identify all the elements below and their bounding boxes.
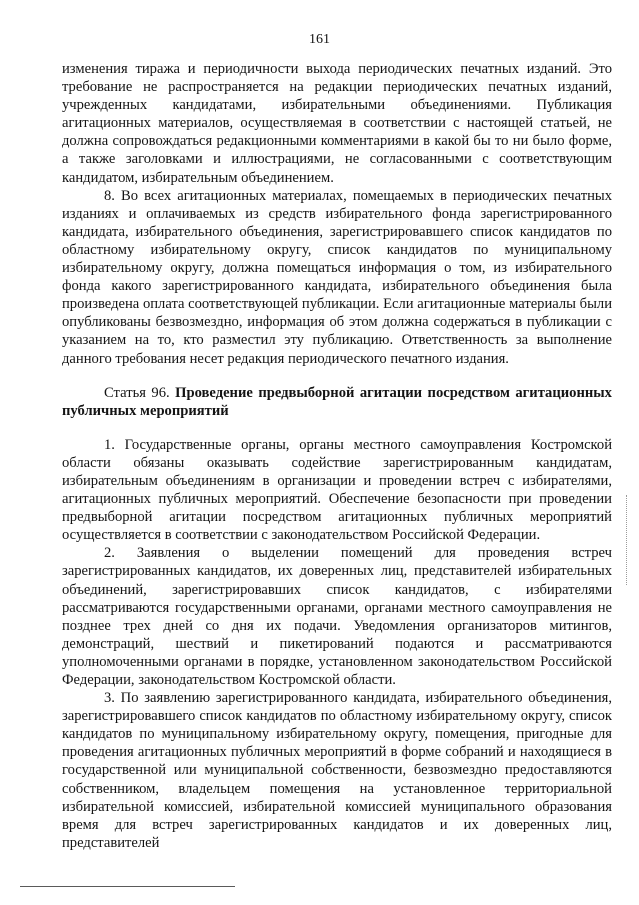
paragraph-1: 1. Государственные органы, органы местного самоуправления Костромской области обязаны оказывать содействие зарегистрированным кандидатам, избирательным объединениям в организации и проведении встреч с избирателями, агитационных публичных мероприятий. Обеспечение безопасности при проведении предвыборной агитации посредством агитационных публичных мероприятий осуществляется в соответствии с законодательством Российской Федерации. <box>62 436 612 544</box>
article-label: Статья 96. <box>104 384 170 401</box>
paragraph-continuation: изменения тиража и периодичности выхода периодических печатных изданий. Это требование не распространяется на редакции периодических печатных изданий, учрежденных кандидатами, избирательными объединениями. Публикация агитационных материалов, осуществляемая в соответствии с настоящей статьей, не должна сопровождаться редакционными комментариями в какой бы то ни было форме, а также заголовками и иллюстрациями, не согласованными с соответствующим кандидатом, избирательным объединением. <box>62 61 612 186</box>
footnote-divider <box>20 886 235 887</box>
paragraph-2: 2. Заявления о выделении помещений для проведения встреч зарегистрированных кандидатов, их доверенных лиц, представителей избирательных объединений, зарегистрировавших список кандидатов, с избирателями рассматриваются государственными органами, органами местного самоуправления не позднее трех дней со дня их подачи. Уведомления организаторов митингов, демонстраций, шествий и пикетирований подаются и рассматриваются уполномоченными органами в порядке, установленном законодательством Российской Федерации, законодательством Костромской области. <box>62 545 612 688</box>
scan-edge-marks <box>626 495 630 585</box>
page-number: 161 <box>309 32 330 47</box>
document-body <box>62 60 612 852</box>
article-title: Проведение предвыборной агитации посредством агитационных публичных мероприятий <box>62 384 612 419</box>
article-heading <box>62 384 612 420</box>
paragraph-3: 3. По заявлению зарегистрированного кандидата, избирательного объединения, зарегистрировавшего список кандидатов по областному избирательному округу, список кандидатов по муниципальному избирательному округу, помещения, пригодные для проведения агитационных публичных мероприятий в форме собраний и находящиеся в государственной или муниципальной собственности, безвозмездно предоставляются собственником, владельцем помещения на установленное территориальной избирательной комиссией, избирательной комиссией муниципального образования время для встреч зарегистрированных кандидатов и их доверенных лиц, представителей <box>62 690 612 851</box>
paragraph-8: 8. Во всех агитационных материалах, помещаемых в периодических печатных изданиях и оплачиваемых из средств избирательного фонда зарегистрированного кандидата, избирательного объединения, зарегистрировавшего список кандидатов по областному избирательному округу, список кандидатов по муниципальному избирательному округу, должна помещаться информация о том, из избирательного фонда какого зарегистрированного кандидата, избирательного объединения была произведена оплата соответствующей публикации. Если агитационные материалы были опубликованы безвозмездно, информация об этом должна содержаться в публикации с указанием на то, кто разместил эту публикацию. Ответственность за выполнение данного требования несет редакция периодического печатного издания. <box>62 187 612 367</box>
